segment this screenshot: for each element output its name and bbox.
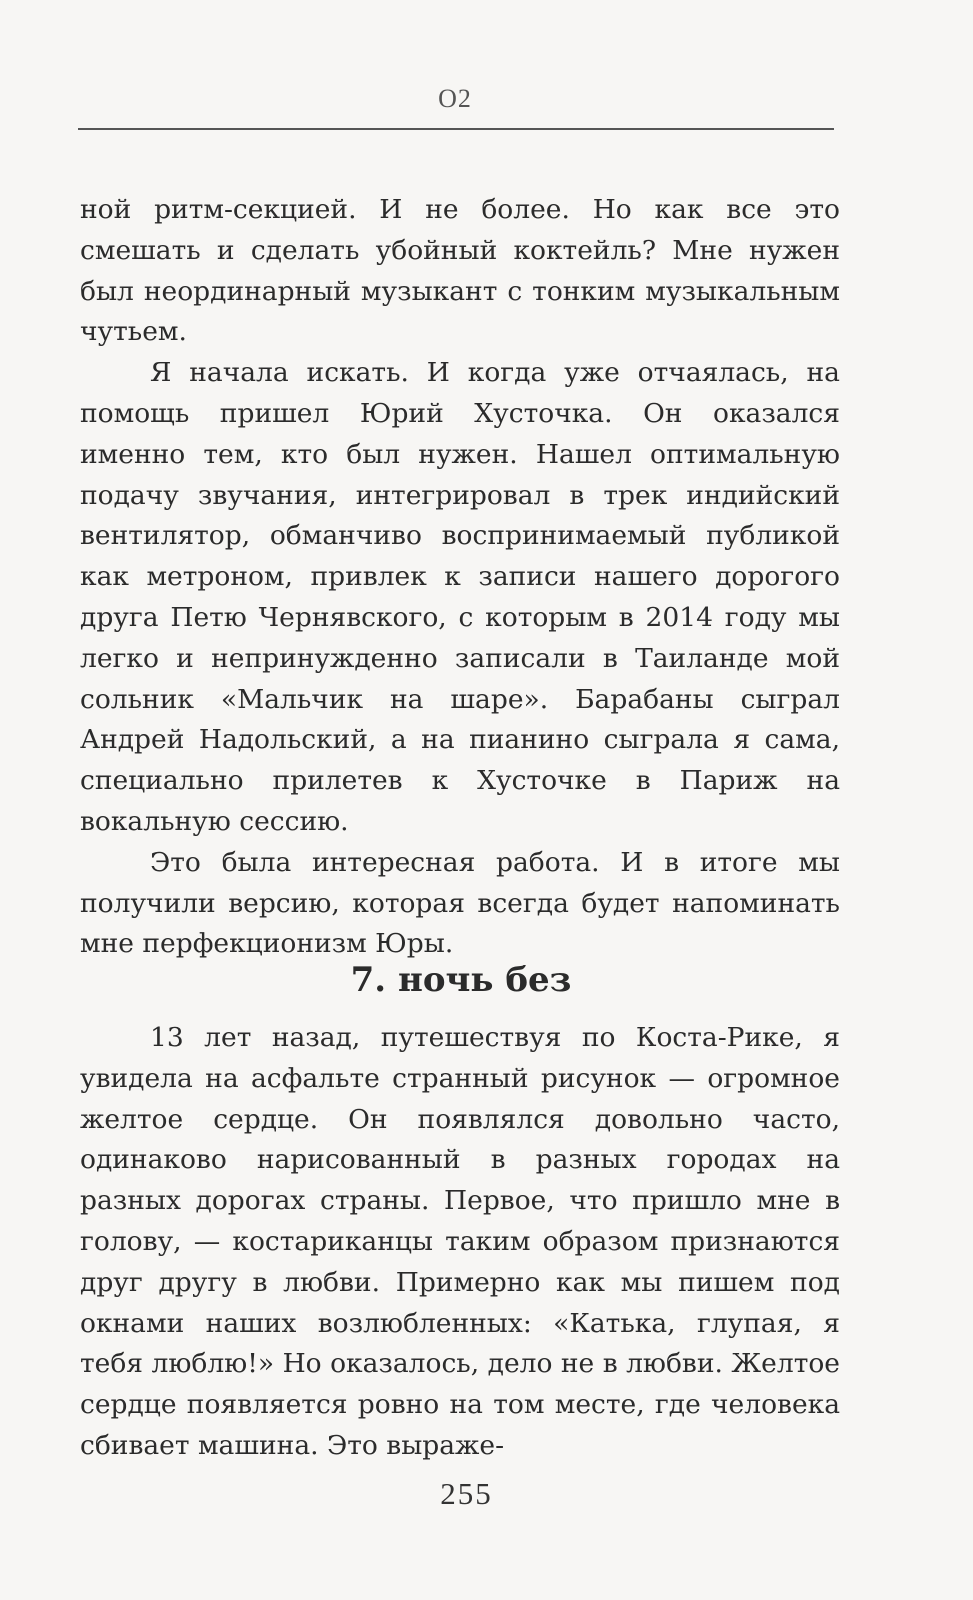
section-text bbox=[80, 1018, 840, 1467]
section-heading: 7. ночь без bbox=[350, 960, 572, 1000]
paragraph: Я начала искать. И когда уже отчаялась, на помощь пришел Юрий Хусточка. Он оказался именно тем, кто был нужен. Нашел оптимальную подачу звучания, интегрировал в трек индийский вентилятор, обманчиво воспринимаемый публикой как метроном, привлек к записи нашего дорогого друга Петю Чернявского, с которым в 2014 году мы легко и непринужденно записали в Таиланде мой сольник «Мальчик на шаре». Барабаны сыграл Андрей Надольский, а на пианино сыграла я сама, специально прилетев к Хусточке в Париж на вокальную сессию. bbox=[80, 357, 840, 837]
paragraph: Это была интересная работа. И в итоге мы получили версию, которая всегда будет напоминать мне перфекционизм Юры. bbox=[80, 846, 840, 960]
paragraph: ной ритм-секцией. И не более. Но как все это смешать и сделать убойный коктейль? Мне нужен был неординарный музыкант с тонким музыкальным чутьем. bbox=[80, 194, 840, 348]
paragraph: 13 лет назад, путешествуя по Коста-Рике, я увидела на асфальте странный рисунок — огромное желтое сердце. Он появлялся довольно часто, одинаково нарисованный в разных городах на разных дорогах страны. Первое, что пришло мне в голову, — костариканцы таким образом признаются друг другу в любви. Примерно как мы пишем под окнами наших возлюбленных: «Катька, глупая, я тебя люблю!» Но оказалось, дело не в любви. Желтое сердце появляется ровно на том месте, где человека сбивает машина. Это выраже- bbox=[80, 1022, 840, 1461]
page-number: 255 bbox=[440, 1476, 493, 1511]
header-rule bbox=[78, 128, 834, 130]
continuation-text bbox=[80, 190, 840, 965]
running-head: О2 bbox=[438, 84, 472, 113]
